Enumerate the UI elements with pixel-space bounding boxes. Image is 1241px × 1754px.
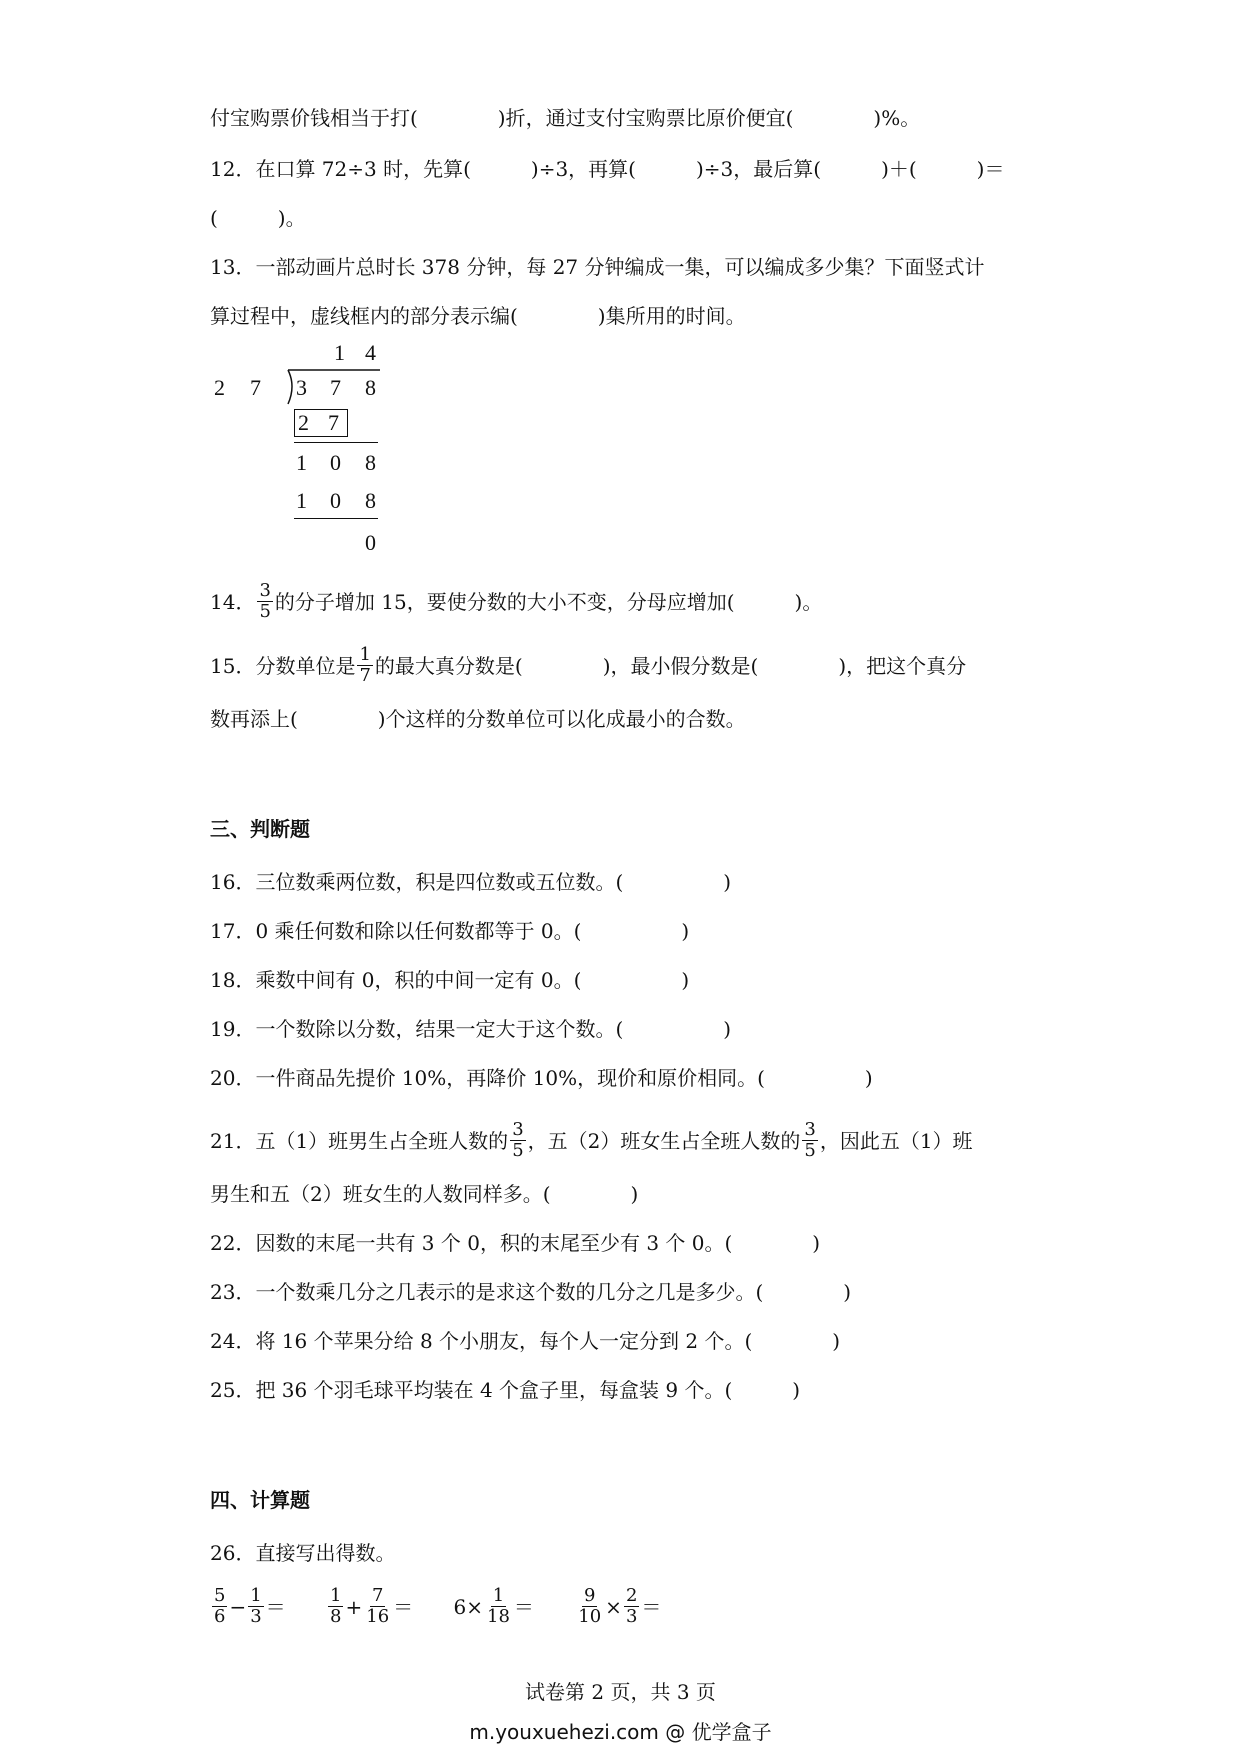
- q26: 26．直接写出得数。: [210, 1541, 396, 1565]
- step2-digit: 1: [296, 488, 307, 513]
- step2-digit: 8: [365, 488, 376, 513]
- q19: 19．一个数除以分数，结果一定大于这个数。( ): [210, 1017, 732, 1041]
- q17: 17．0 乘任何数和除以任何数都等于 0。( ): [210, 919, 690, 943]
- remainder-digit: 8: [365, 450, 376, 475]
- q15-text: 的最大真分数是( )，最小假分数是( )，把这个真分: [374, 654, 967, 678]
- q25: 25．把 36 个羽毛球平均装在 4 个盒子里，每盒装 9 个。( ): [210, 1378, 801, 1402]
- q21-line1: [210, 1119, 973, 1163]
- q15-line1: [210, 644, 967, 688]
- q24: 24．将 16 个苹果分给 8 个小朋友，每个人一定分到 2 个。( ): [210, 1329, 841, 1353]
- remainder-digit: 1: [296, 450, 307, 475]
- section3-title: 三、判断题: [210, 817, 310, 841]
- q14-text: 的分子增加 15，要使分数的大小不变，分母应增加( )。: [274, 590, 823, 614]
- q15-line2: 数再添上( )个这样的分数单位可以化成最小的合数。: [210, 707, 746, 731]
- q23: 23．一个数乘几分之几表示的是求这个数的几分之几是多少。( ): [210, 1280, 852, 1304]
- q15-text: 15．分数单位是: [210, 654, 356, 678]
- q12-line2: ( )。: [210, 206, 306, 230]
- q18: 18．乘数中间有 0，积的中间一定有 0。( ): [210, 968, 690, 992]
- subtract-line: [294, 442, 378, 443]
- q21-text: ，因此五（1）班: [819, 1129, 973, 1153]
- q21-text: ，五（2）班女生占全班人数的: [527, 1129, 801, 1153]
- fraction: $\frac{3}{5}$: [512, 1119, 524, 1161]
- final-remainder: 0: [365, 530, 376, 555]
- expression: $\frac{9}{10}$ × $\frac{2}{3}$ ＝: [578, 1585, 662, 1627]
- fraction: $\frac{1}{7}$: [359, 644, 371, 686]
- q14-number: 14．: [210, 590, 256, 614]
- step1-digit: 7: [328, 410, 339, 435]
- q12-line1: 12．在口算 72÷3 时，先算( )÷3，再算( )÷3，最后算( )＋( )＝: [210, 157, 1005, 181]
- quotient-digit: 4: [365, 340, 376, 365]
- expression: 6× $\frac{1}{18}$ ＝: [453, 1585, 534, 1627]
- q14: [210, 580, 823, 624]
- page-footer: 试卷第 2 页，共 3 页: [525, 1680, 716, 1704]
- q26-expressions: [210, 1585, 662, 1629]
- step2-digit: 0: [330, 488, 341, 513]
- q21-text: 21．五（1）班男生占全班人数的: [210, 1129, 509, 1153]
- section4-title: 四、计算题: [210, 1488, 310, 1512]
- step1-digit: 2: [298, 410, 309, 435]
- remainder-digit: 0: [330, 450, 341, 475]
- fraction: $\frac{3}{5}$: [259, 580, 271, 622]
- q20: 20．一件商品先提价 10%，再降价 10%，现价和原价相同。( ): [210, 1066, 873, 1090]
- q16: 16．三位数乘两位数，积是四位数或五位数。( ): [210, 870, 732, 894]
- dividend-digit: 7: [330, 375, 341, 400]
- subtract-line: [294, 518, 378, 519]
- expression: $\frac{1}{8}$ + $\frac{7}{16}$ ＝: [330, 1585, 414, 1627]
- divisor-digit: 7: [250, 375, 261, 400]
- site-watermark: m.youxuehezi.com @ 优学盒子: [469, 1720, 772, 1744]
- q11-continuation: 付宝购票价钱相当于打( )折，通过支付宝购票比原价便宜( )%。: [210, 106, 921, 130]
- q22: 22．因数的末尾一共有 3 个 0，积的末尾至少有 3 个 0。( ): [210, 1231, 821, 1255]
- quotient-digit: 1: [334, 340, 345, 365]
- q13-line2: 算过程中，虚线框内的部分表示编( )集所用的时间。: [210, 304, 746, 328]
- divisor-digit: 2: [214, 375, 225, 400]
- fraction: $\frac{3}{5}$: [804, 1119, 816, 1161]
- q13-line1: 13．一部动画片总时长 378 分钟，每 27 分钟编成一集，可以编成多少集？下面竖式计: [210, 255, 985, 279]
- expression: $\frac{5}{6}$ − $\frac{1}{3}$ ＝: [214, 1585, 286, 1627]
- dividend-digit: 3: [296, 375, 307, 400]
- q21-line2: 男生和五（2）班女生的人数同样多。( ): [210, 1182, 639, 1206]
- dividend-digit: 8: [365, 375, 376, 400]
